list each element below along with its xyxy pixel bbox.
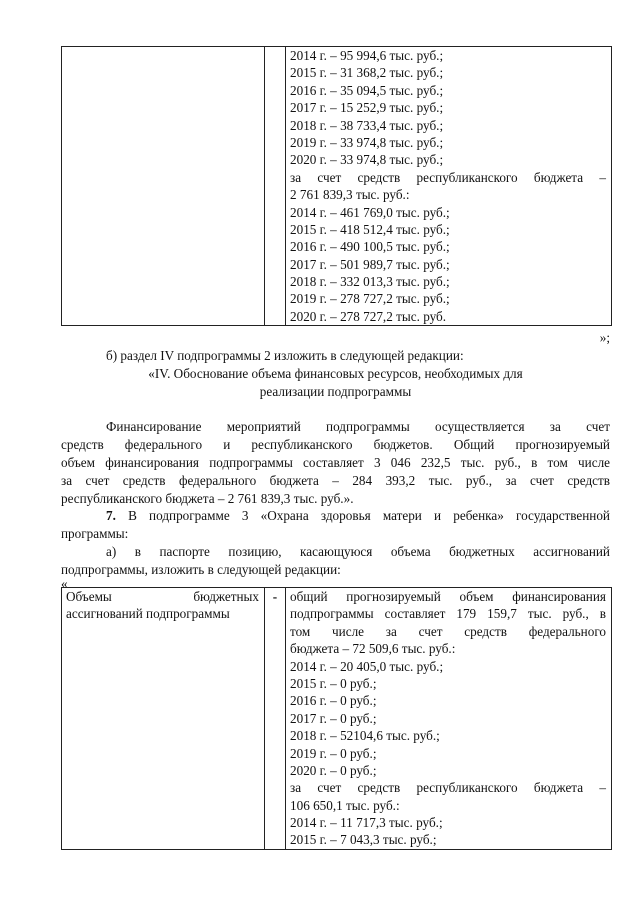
financing-line: за счет средств федерального бюджета – 284 393,2 тыс. руб., за счет средств — [61, 473, 610, 488]
table-line: 2016 г. – 35 094,5 тыс. руб.; — [290, 82, 444, 98]
funding-table-continued — [61, 46, 612, 326]
item-a-line2: подпрограммы, изложить в следующей редакции: — [61, 562, 341, 577]
table-line: 2019 г. – 33 974,8 тыс. руб.; — [290, 134, 444, 150]
financing-line-last: республиканского бюджета – 2 761 839,3 тыс. руб.». — [61, 491, 354, 506]
table-line: 2018 г. – 52104,6 тыс. руб.; — [290, 728, 440, 744]
financing-line: средств федерального и республиканского бюджетов. Общий прогнозируемый — [61, 437, 610, 452]
table-line: 106 650,1 тыс. руб.: — [290, 797, 400, 813]
table-dash-cell — [265, 588, 286, 850]
item-a-line1: а) в паспорте позицию, касающуюся объема бюджетных ассигнований — [106, 544, 610, 559]
table-line: бюджета – 72 509,6 тыс. руб.: — [290, 641, 456, 657]
table-line: 2015 г. – 31 368,2 тыс. руб.; — [290, 65, 444, 81]
financing-line: Финансирование мероприятий подпрограммы осуществляется за счет — [106, 419, 610, 434]
item-7-line2: программы: — [61, 526, 129, 541]
table-line: 2017 г. – 15 252,9 тыс. руб.; — [290, 100, 444, 116]
table-line: 2015 г. – 7 043,3 тыс. руб.; — [290, 832, 437, 848]
section-heading-line1: «IV. Обоснование объема финансовых ресурсов, необходимых для — [148, 366, 523, 381]
table-line: 2 761 839,3 тыс. руб.: — [290, 187, 410, 203]
table-line: 2014 г. – 461 769,0 тыс. руб.; — [290, 204, 450, 220]
table-line: 2016 г. – 0 руб.; — [290, 693, 377, 709]
table-values-cell — [286, 588, 612, 850]
table-line: общий прогнозируемый объем финансирования — [290, 589, 606, 604]
table-line: 2020 г. – 33 974,8 тыс. руб.; — [290, 152, 444, 168]
table-line: 2018 г. – 332 013,3 тыс. руб.; — [290, 274, 450, 290]
table-line: за счет средств республиканского бюджета – — [290, 780, 606, 796]
financing-line: объем финансирования подпрограммы составляет 3 046 232,5 тыс. руб., в том числе — [61, 455, 610, 470]
table-line: 2015 г. – 418 512,4 тыс. руб.; — [290, 221, 450, 237]
label-line2: ассигнований подпрограммы — [66, 606, 230, 622]
opening-quote: « — [61, 576, 68, 591]
table-line: 2020 г. – 278 727,2 тыс. руб. — [290, 308, 447, 324]
table-line: 2014 г. – 11 717,3 тыс. руб.; — [290, 815, 443, 831]
label-line1: Объемы бюджетных — [66, 589, 259, 604]
table-line: 2017 г. – 0 руб.; — [290, 710, 377, 726]
table-label-cell — [62, 588, 265, 850]
table-values-cell — [286, 47, 612, 326]
table-line: 2018 г. – 38 733,4 тыс. руб.; — [290, 117, 444, 133]
closing-quote: »; — [599, 330, 610, 345]
table-line: 2014 г. – 20 405,0 тыс. руб.; — [290, 658, 444, 674]
table-line: 2020 г. – 0 руб.; — [290, 762, 377, 778]
table-line: подпрограммы составляет 179 159,7 тыс. руб., в — [290, 606, 606, 622]
table-line: 2019 г. – 0 руб.; — [290, 745, 377, 761]
table-line: 2015 г. – 0 руб.; — [290, 675, 377, 691]
table-line: том числе за счет средств федерального — [290, 623, 606, 639]
item-7-text: В подпрограмме 3 «Охрана здоровья матери и ребенка» государственной — [115, 508, 610, 523]
section-heading-line2: реализации подпрограммы — [259, 384, 412, 399]
table-line: за счет средств республиканского бюджета – — [290, 169, 606, 185]
item-b: б) раздел IV подпрограммы 2 изложить в следующей редакции: — [106, 348, 464, 363]
item-7-number: 7. — [106, 508, 116, 523]
table-line: 2014 г. – 95 994,6 тыс. руб.; — [290, 48, 444, 63]
passport-funding-table — [61, 587, 612, 850]
table-line: 2017 г. – 501 989,7 тыс. руб.; — [290, 256, 450, 272]
table-line: 2016 г. – 490 100,5 тыс. руб.; — [290, 239, 450, 255]
dash-mark: - — [272, 589, 278, 604]
table-line: 2019 г. – 278 727,2 тыс. руб.; — [290, 291, 450, 307]
table-dash-cell-empty — [265, 47, 286, 326]
item-7-line1 — [61, 507, 610, 525]
table-label-cell-empty — [62, 47, 265, 326]
